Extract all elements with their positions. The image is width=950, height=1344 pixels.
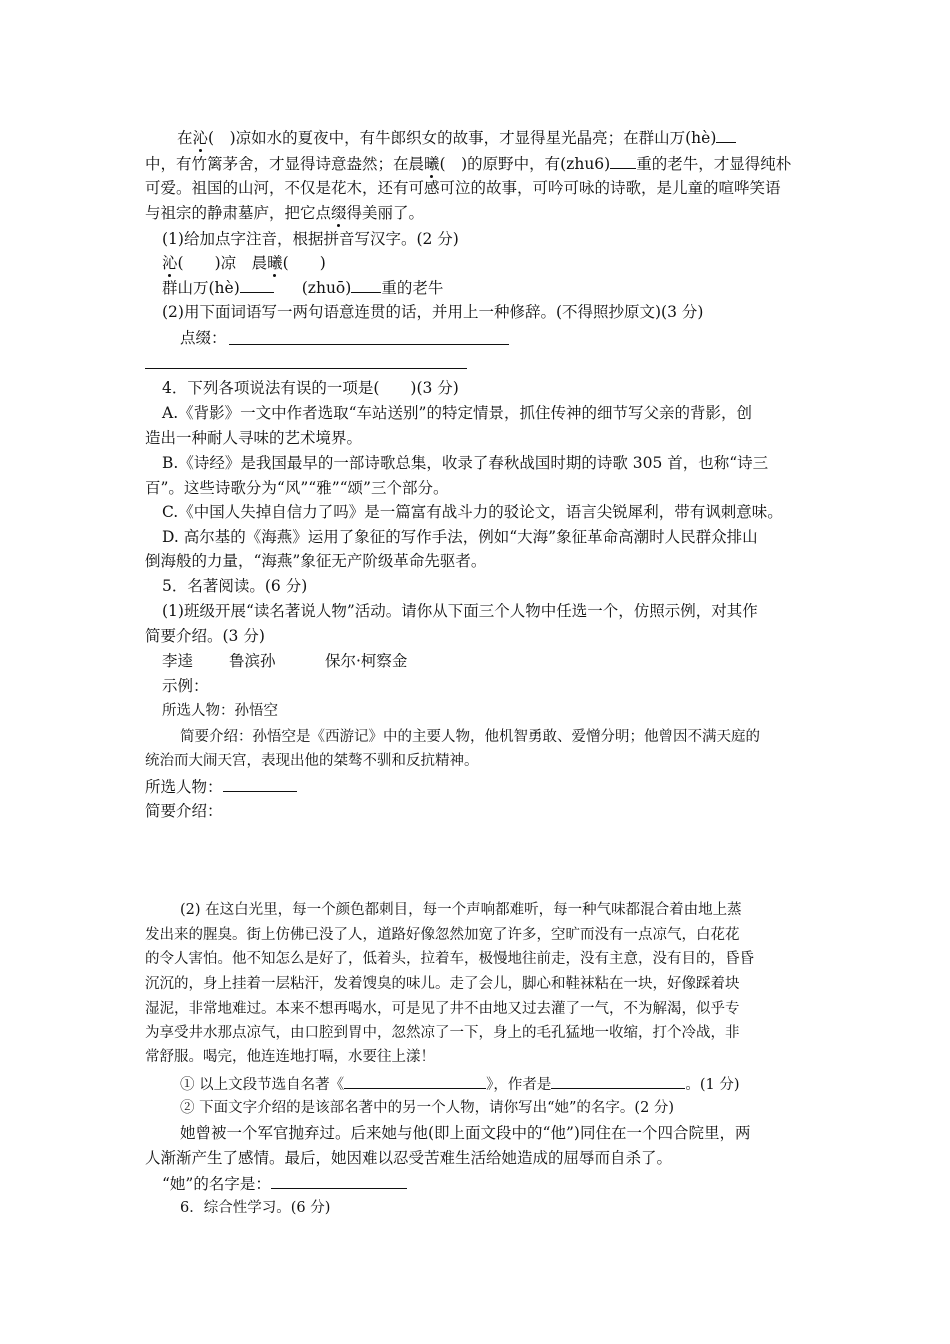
example-person: 所选人物：孙悟空 bbox=[162, 703, 278, 719]
excerpt-line-5: 湿泥，非常地难过。本来不想再喝水，可是见了井不由地又过去灌了一气，不为解渴，似乎专 bbox=[145, 1001, 740, 1017]
character-robinson: 鲁滨孙 bbox=[229, 652, 276, 670]
dotted-char: 缀 bbox=[331, 204, 347, 222]
passage-line-4: 与祖宗的静肃墓庐，把它点缀得美丽了。 bbox=[145, 204, 425, 222]
dotted-char: 沁 bbox=[162, 254, 178, 272]
excerpt-line-2: 发出来的腥臭。街上仿佛已没了人，道路好像忽然加宽了许多，空旷而没有一点凉气，白花花 bbox=[145, 927, 740, 943]
q3-row2: 群山万(hè) (zhuō) 重的老牛 bbox=[162, 276, 443, 299]
passage-line-3: 可爱。祖国的山河，不仅是花木，还有可感可泣的故事，可吟可咏的诗歌，是儿童的喧哗笑语 bbox=[145, 179, 781, 197]
q5-stem: 5．名著阅读。(6 分) bbox=[162, 577, 308, 595]
example-intro-cont: 统治而大闹天宫，表现出他的桀骜不驯和反抗精神。 bbox=[145, 753, 479, 769]
example-label: 示例： bbox=[162, 677, 209, 695]
character-li-kui: 李逵 bbox=[162, 652, 194, 670]
answer-blank[interactable] bbox=[551, 1072, 685, 1089]
dotted-char: 沁 bbox=[192, 129, 209, 147]
q5-part1-cont: 简要介绍。(3 分) bbox=[145, 627, 265, 645]
blank-line bbox=[716, 126, 736, 143]
her-description: 她曾被一个军官抛弃过。后来她与他(即上面文段中的“他”)同住在一个四合院里，两 bbox=[180, 1124, 751, 1142]
answer-blank[interactable] bbox=[344, 1072, 486, 1089]
example-intro: 简要介绍：孙悟空是《西游记》中的主要人物，他机智勇敢、爱憎分明；他曾因不满天庭的 bbox=[180, 729, 760, 745]
q3-part1: (1)给加点字注音，根据拼音写汉字。(2 分) bbox=[162, 230, 459, 248]
dianzhui-label: 点缀： bbox=[180, 329, 227, 347]
selected-intro: 简要介绍： bbox=[145, 802, 223, 820]
q4-option-a-cont: 造出一种耐人寻味的艺术境界。 bbox=[145, 429, 363, 447]
excerpt-line-6: 为享受井水那点凉气，由口腔到胃中，忽然凉了一下，身上的毛孔猛地一收缩，打个冷战，非 bbox=[145, 1025, 740, 1041]
q4-option-b-cont: 百”。这些诗歌分为“风”“雅”“颂”三个部分。 bbox=[145, 479, 449, 497]
her-description-cont: 人渐渐产生了感情。最后，她因难以忍受苦难生活给她造成的屈辱而自杀了。 bbox=[145, 1149, 673, 1167]
answer-blank[interactable] bbox=[240, 276, 274, 293]
excerpt-line-1: (2) 在这白光里，每一个颜色都刺目，每一个声响都难听，每一种气味都混合着由地上蒸 bbox=[180, 902, 742, 918]
answer-blank[interactable] bbox=[271, 1172, 407, 1189]
dotted-char: 曦 bbox=[424, 155, 440, 173]
q4-option-a: A.《背影》一文中作者选取“车站送别”的特定情景，抓住传神的细节写父亲的背影，创 bbox=[162, 404, 752, 422]
blank-line bbox=[610, 152, 636, 169]
answer-blank[interactable] bbox=[351, 276, 381, 293]
q6-stem: 6．综合性学习。(6 分) bbox=[180, 1200, 331, 1216]
character-pavel: 保尔·柯察金 bbox=[325, 652, 408, 670]
excerpt-line-4: 沉沉的，身上挂着一层粘汗，发着馊臭的味儿。走了会儿，脚心和鞋袜粘在一块，好像踩着块 bbox=[145, 976, 740, 992]
q4-stem: 4．下列各项说法有误的一项是( )(3 分) bbox=[162, 379, 459, 397]
answer-line[interactable] bbox=[229, 344, 509, 345]
q5-part1: (1)班级开展“读名著说人物”活动。请你从下面三个人物中任选一个，仿照示例，对其作 bbox=[162, 602, 758, 620]
q3-row1: 沁( )凉 晨曦( ) bbox=[162, 254, 326, 272]
dotted-char: 曦 bbox=[267, 254, 283, 272]
answer-line[interactable] bbox=[145, 368, 467, 369]
q4-option-c: C.《中国人失掉自信力了吗》是一篇富有战斗力的驳论文，语言尖锐犀利，带有讽刺意味。 bbox=[162, 503, 783, 521]
sub-question-1: ① 以上文段节选自名著《 》，作者是 。(1 分) bbox=[180, 1072, 740, 1096]
answer-blank[interactable] bbox=[223, 775, 297, 792]
q4-option-d: D. 高尔基的《海燕》运用了象征的写作手法，例如“大海”象征革命高潮时人民群众排山 bbox=[162, 528, 758, 546]
excerpt-line-3: 的令人害怕。他不知怎么是好了，低着头，拉着车，极慢地往前走，没有主意，没有目的，昏昏 bbox=[145, 951, 754, 967]
q3-part2: (2)用下面词语写一两句语意连贯的话，并用上一种修辞。(不得照抄原文)(3 分) bbox=[162, 303, 704, 321]
excerpt-line-7: 常舒服。喝完，他连连地打嗝，水要往上漾！ bbox=[145, 1049, 435, 1065]
sub-question-2: ② 下面文字介绍的是该部名著中的另一个人物，请你写出“她”的名字。(2 分) bbox=[180, 1100, 675, 1116]
q4-option-b: B.《诗经》是我国最早的一部诗歌总集，收录了春秋战国时期的诗歌 305 首，也称“诗三 bbox=[162, 454, 769, 472]
her-name-line: “她”的名字是： bbox=[162, 1172, 407, 1195]
q4-option-d-cont: 倒海般的力量，“海燕”象征无产阶级革命先驱者。 bbox=[145, 552, 487, 570]
passage-line-2: 中，有竹篱茅舍，才显得诗意盎然；在晨曦( )的原野中，有(zhu6) 重的老牛，才显得纯朴 bbox=[145, 152, 791, 175]
selected-person: 所选人物： bbox=[145, 775, 297, 798]
passage-line-1: 在沁( )凉如水的夏夜中，有牛郎织女的故事，才显得星光晶亮；在群山万(hè) bbox=[177, 126, 736, 149]
